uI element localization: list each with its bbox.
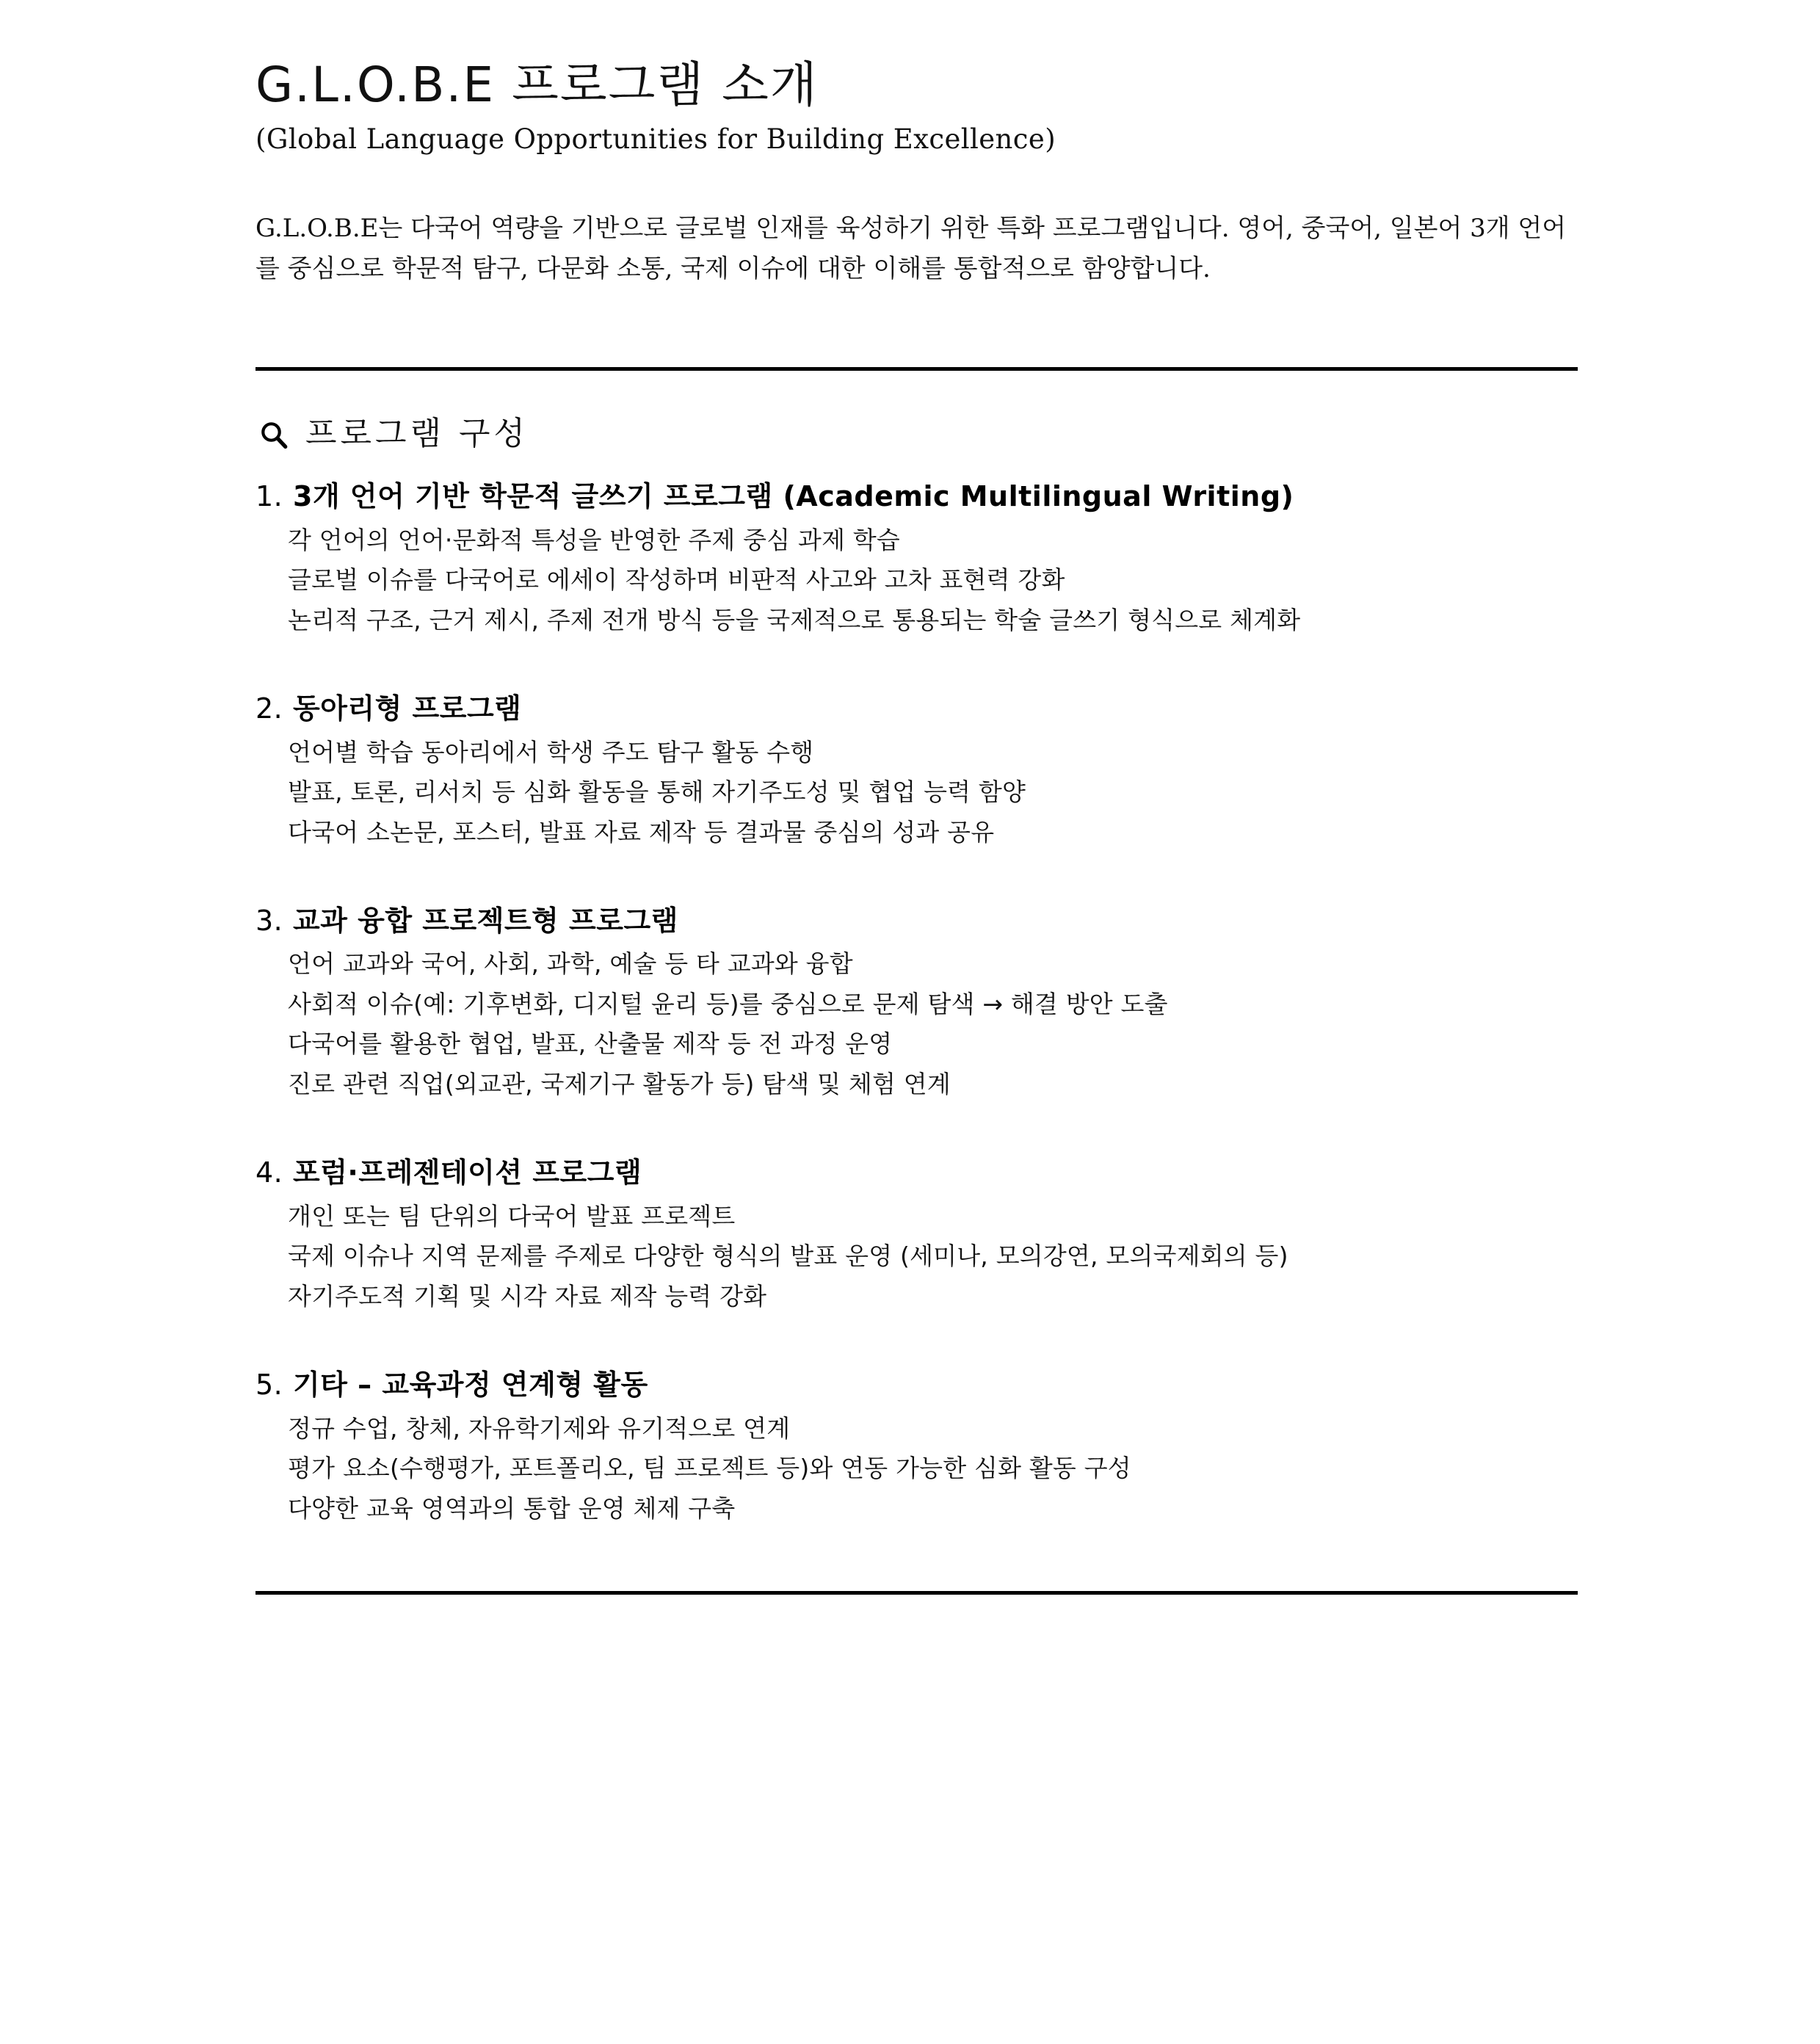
bullet: 다국어 소논문, 포스터, 발표 자료 제작 등 결과물 중심의 성과 공유	[288, 817, 995, 847]
list-item	[255, 903, 1578, 1102]
bullet: 진로 관련 직업(외교관, 국제기구 활동가 등) 탐색 및 체험 연계	[288, 1069, 951, 1098]
intro-paragraph	[255, 209, 1578, 289]
item-number: 4.	[255, 1156, 283, 1189]
bullet: 다국어를 활용한 협업, 발표, 산출물 제작 등 전 과정 운영	[288, 1029, 893, 1059]
intro-text: G.L.O.B.E는 다국어 역량을 기반으로 글로벌 인재를 육성하기 위한 특화 프로그램입니다. 영어, 중국어, 일본어 3개 언어를 중심으로 학문적 탐구, 다문화 소통, 국제 이슈에 대한 이해를 통합적으로 함양합니다.	[255, 214, 1567, 284]
bullet: 정규 수업, 창체, 자유학기제와 유기적으로 연계	[288, 1413, 791, 1443]
divider-bottom	[255, 1591, 1578, 1595]
bullet: 발표, 토론, 리서치 등 심화 활동을 통해 자기주도성 및 협업 능력 함양	[288, 778, 1026, 807]
page-subtitle: (Global Language Opportunities for Building Excellence)	[255, 123, 1056, 155]
page-title: G.L.O.B.E 프로그램 소개	[255, 57, 819, 113]
item-bullets	[255, 735, 1578, 851]
bullet: 평가 요소(수행평가, 포트폴리오, 팀 프로젝트 등)와 연동 가능한 심화 활동 구성	[288, 1454, 1131, 1483]
list-item	[255, 1367, 1578, 1526]
item-title-text: 교과 융합 프로젝트형 프로그램	[293, 905, 678, 938]
program-items-list	[255, 479, 1578, 1526]
item-title	[255, 903, 1578, 939]
list-item	[255, 691, 1578, 850]
bullet: 자기주도적 기획 및 시각 자료 제작 능력 강화	[288, 1281, 767, 1311]
item-title	[255, 479, 1578, 515]
section-title: 프로그램 구성	[305, 415, 529, 453]
bullet: 국제 이슈나 지역 문제를 주제로 다양한 형식의 발표 운영 (세미나, 모의강연, 모의국제회의 등)	[288, 1242, 1288, 1271]
list-item	[255, 479, 1578, 638]
search-icon	[258, 419, 289, 450]
item-number: 1.	[255, 480, 283, 513]
item-title	[255, 1155, 1578, 1191]
item-title	[255, 691, 1578, 727]
bullet: 사회적 이슈(예: 기후변화, 디지털 윤리 등)를 중심으로 문제 탐색 → 해결 방안 도출	[288, 989, 1168, 1018]
item-number: 5.	[255, 1369, 283, 1402]
bullet: 각 언어의 언어·문화적 특성을 반영한 주제 중심 과제 학습	[288, 525, 901, 554]
item-title	[255, 1367, 1578, 1403]
item-bullets	[255, 523, 1578, 639]
item-number: 2.	[255, 692, 283, 725]
bullet: 논리적 구조, 근거 제시, 주제 전개 방식 등을 국제적으로 통용되는 학술 글쓰기 형식으로 체계화	[288, 605, 1301, 634]
bullet: 글로벌 이슈를 다국어로 에세이 작성하며 비판적 사고와 고차 표현력 강화	[288, 565, 1065, 595]
bullet: 언어별 학습 동아리에서 학생 주도 탐구 활동 수행	[288, 737, 814, 766]
item-title-text: 포럼·프레젠테이션 프로그램	[293, 1156, 642, 1189]
item-bullets	[255, 946, 1578, 1102]
item-bullets	[255, 1411, 1578, 1527]
bullet: 다양한 교육 영역과의 통합 운영 체제 구축	[288, 1493, 736, 1523]
item-bullets	[255, 1199, 1578, 1315]
item-title-text: 3개 언어 기반 학문적 글쓰기 프로그램 (Academic Multilingual Writing)	[293, 480, 1294, 513]
list-item	[255, 1155, 1578, 1314]
bullet: 개인 또는 팀 단위의 다국어 발표 프로젝트	[288, 1201, 736, 1231]
divider-top	[255, 367, 1578, 371]
item-number: 3.	[255, 905, 283, 938]
item-title-text: 기타 – 교육과정 연계형 활동	[293, 1369, 648, 1402]
item-title-text: 동아리형 프로그램	[293, 692, 522, 725]
section-heading	[258, 415, 1578, 454]
bullet: 언어 교과와 국어, 사회, 과학, 예술 등 타 교과와 융합	[288, 949, 853, 979]
